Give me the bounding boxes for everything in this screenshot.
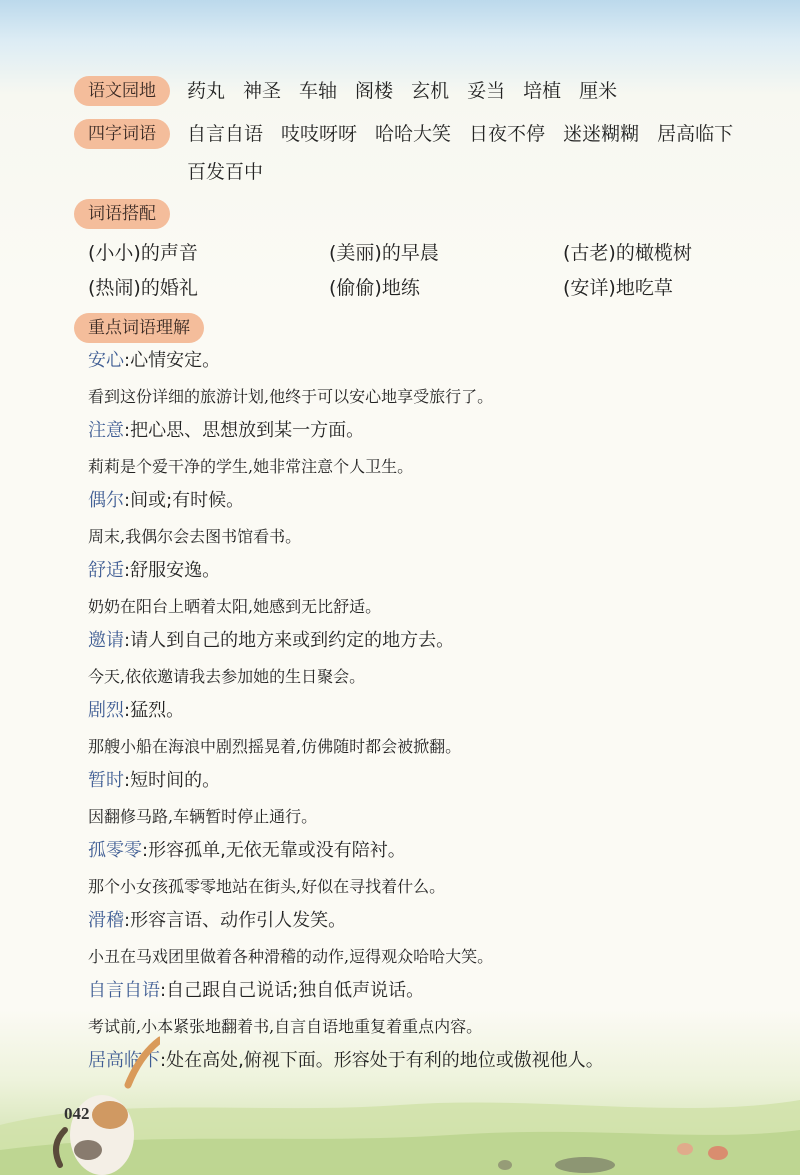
word-item: 居高临下: [657, 123, 734, 145]
term: 剧烈: [88, 700, 124, 721]
term: 舒适: [88, 560, 124, 581]
definition: :请人到自己的地方来或到约定的地方去。: [124, 630, 455, 651]
word-item: 日夜不停: [469, 123, 546, 145]
definition-line: [88, 556, 220, 586]
garden-word-list: [187, 76, 635, 106]
definition: :舒服安逸。: [124, 560, 221, 581]
definition: :形容言语、动作引人发笑。: [124, 910, 347, 931]
definition-line: [88, 906, 346, 936]
example-sentence: 看到这份详细的旅游计划,他终于可以安心地享受旅行了。: [88, 387, 494, 406]
example-sentence: 周末,我偶尔会去图书馆看书。: [88, 527, 302, 546]
word-item: 药丸: [187, 80, 226, 102]
word-item: 吱吱呀呀: [281, 123, 358, 145]
collocation-item: (小小)的声音: [88, 242, 198, 264]
collocation-item: (古老)的橄榄树: [563, 242, 692, 264]
example-sentence: 莉莉是个爱干净的学生,她非常注意个人卫生。: [88, 457, 414, 476]
term: 滑稽: [88, 910, 124, 931]
term: 暂时: [88, 770, 124, 791]
section-tag-collocation: 词语搭配: [74, 199, 170, 229]
example-sentence: 今天,依依邀请我去参加她的生日聚会。: [88, 667, 366, 686]
definition: :形容孤单,无依无靠或没有陪衬。: [142, 840, 406, 861]
example-sentence: 考试前,小本紧张地翻着书,自言自语地重复着重点内容。: [88, 1017, 483, 1036]
definition: :自己跟自己说话;独自低声说话。: [160, 980, 425, 1001]
definition: :处在高处,俯视下面。形容处于有利的地位或傲视他人。: [160, 1050, 604, 1071]
example-sentence: 因翻修马路,车辆暂时停止通行。: [88, 807, 318, 826]
definition-line: [88, 346, 220, 376]
collocation-item: (偷偷)地练: [329, 277, 420, 299]
definition: :猛烈。: [124, 700, 185, 721]
word-item: 迷迷糊糊: [563, 123, 640, 145]
definition-line: [88, 486, 244, 516]
word-item: 培植: [523, 80, 562, 102]
collocation-item: (热闹)的婚礼: [88, 277, 198, 299]
word-item: 百发百中: [187, 161, 264, 183]
definition: :心情安定。: [124, 350, 221, 371]
term: 居高临下: [88, 1050, 160, 1071]
idiom-word-list-line2: [187, 157, 281, 187]
term: 安心: [88, 350, 124, 371]
term: 偶尔: [88, 490, 124, 511]
collocation-item: (安详)地吃草: [563, 277, 673, 299]
idiom-word-list: [187, 119, 751, 149]
word-item: 车轴: [299, 80, 338, 102]
example-sentence: 那艘小船在海浪中剧烈摇晃着,仿佛随时都会被掀翻。: [88, 737, 462, 756]
cat-illustration: [40, 1015, 160, 1175]
section-tag-key-words: 重点词语理解: [74, 313, 204, 343]
definition: :短时间的。: [124, 770, 221, 791]
word-item: 哈哈大笑: [375, 123, 452, 145]
page-number: 042: [64, 1104, 90, 1123]
example-sentence: 奶奶在阳台上晒着太阳,她感到无比舒适。: [88, 597, 382, 616]
section-tag-idioms: 四字词语: [74, 119, 170, 149]
collocation-item: (美丽)的早晨: [329, 242, 439, 264]
word-item: 厘米: [579, 80, 618, 102]
definition-line: [88, 416, 364, 446]
definition-line: [88, 696, 184, 726]
definition-line: [88, 976, 424, 1006]
term: 注意: [88, 420, 124, 441]
definition: :间或;有时候。: [124, 490, 245, 511]
word-item: 玄机: [411, 80, 450, 102]
section-tag-garden: 语文园地: [74, 76, 170, 106]
definition-line: [88, 836, 406, 866]
word-item: 阁楼: [355, 80, 394, 102]
definition-line: [88, 626, 454, 656]
word-item: 自言自语: [187, 123, 264, 145]
example-sentence: 那个小女孩孤零零地站在街头,好似在寻找着什么。: [88, 877, 446, 896]
term: 孤零零: [88, 840, 142, 861]
definition-line: [88, 766, 220, 796]
term: 自言自语: [88, 980, 160, 1001]
word-item: 妥当: [467, 80, 506, 102]
term: 邀请: [88, 630, 124, 651]
word-item: 神圣: [243, 80, 282, 102]
definition: :把心思、思想放到某一方面。: [124, 420, 365, 441]
example-sentence: 小丑在马戏团里做着各种滑稽的动作,逗得观众哈哈大笑。: [88, 947, 494, 966]
